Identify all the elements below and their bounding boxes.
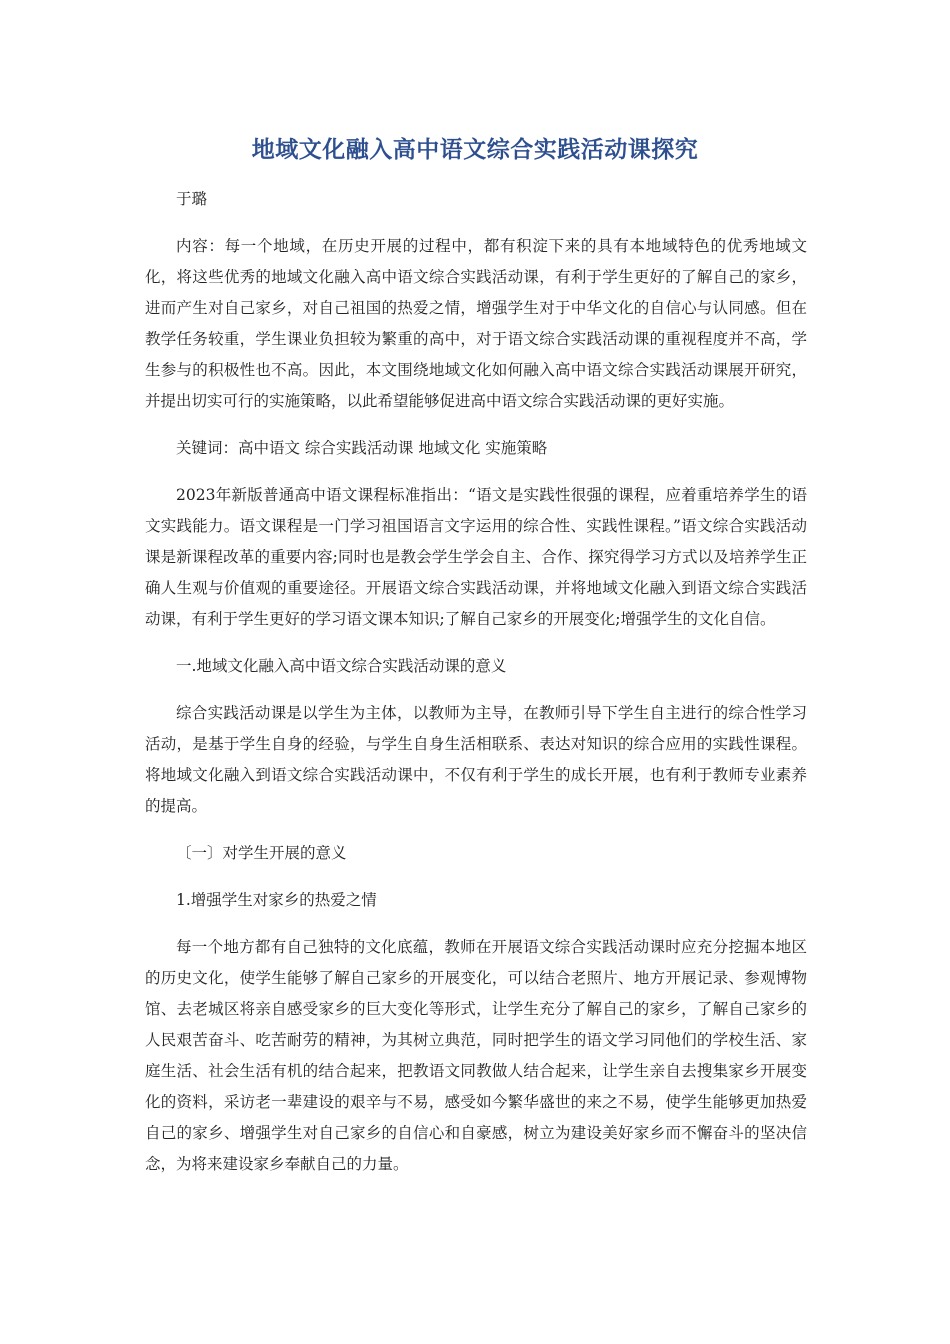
point-paragraph: 每一个地方都有自己独特的文化底蕴，教师在开展语文综合实践活动课时应充分挖掘本地区的历史文化，使学生能够了解自己家乡的开展变化，可以结合老照片、地方开展记录、参观博物馆、去老城区将亲自感受家乡的巨大变化等形式，让学生充分了解自己的家乡，了解自己家乡的人民艰苦奋斗、吃苦耐劳的精神，为其树立典范，同时把学生的语文学习同他们的学校生活、家庭生活、社会生活有机的结合起来，把教语文同教做人结合起来，让学生亲自去搜集家乡开展变化的资料，采访老一辈建设的艰辛与不易，感受如今繁华盛世的来之不易，使学生能够更加热爱自己的家乡、增强学生对自己家乡的自信心和自豪感，树立为建设美好家乡而不懈奋斗的坚决信念，为将来建设家乡奉献自己的力量。 bbox=[145, 938, 807, 1173]
page-title: 地域文化融入高中语文综合实践活动课探究 bbox=[251, 137, 699, 163]
author-name: 于璐 bbox=[176, 190, 208, 208]
section-heading: 一.地域文化融入高中语文综合实践活动课的意义 bbox=[176, 657, 507, 675]
abstract-paragraph: 内容：每一个地域，在历史开展的过程中，都有积淀下来的具有本地域特色的优秀地域文化，将这些优秀的地域文化融入高中语文综合实践活动课，有利于学生更好的了解自己的家乡，进而产生对自己家乡，对自己祖国的热爱之情，增强学生对于中华文化的自信心与认同感。但在教学任务较重，学生课业负担较为繁重的高中，对于语文综合实践活动课的重视程度并不高，学生参与的积极性也不高。因此，本文围绕地域文化如何融入高中语文综合实践活动课展开研究，并提出切实可行的实施策略，以此希望能够促进高中语文综合实践活动课的更好实施。 bbox=[145, 237, 807, 410]
point-heading: 1.增强学生对家乡的热爱之情 bbox=[176, 891, 377, 909]
intro-paragraph: 2023年新版普通高中语文课程标准指出：“语文是实践性很强的课程，应着重培养学生的语文实践能力。语文课程是一门学习祖国语言文字运用的综合性、实践性课程。”语文综合实践活动课是新课程改革的重要内容;同时也是教会学生学会自主、合作、探究得学习方式以及培养学生正确人生观与价值观的重要途径。开展语文综合实践活动课，并将地域文化融入到语文综合实践活动课，有利于学生更好的学习语文课本知识;了解自己家乡的开展变化;增强学生的文化自信。 bbox=[145, 486, 807, 628]
keywords-line: 关键词：高中语文 综合实践活动课 地域文化 实施策略 bbox=[176, 439, 548, 457]
document-body bbox=[145, 184, 807, 1196]
section-paragraph: 综合实践活动课是以学生为主体，以教师为主导，在教师引导下学生自主进行的综合性学习活动，是基于学生自身的经验，与学生自身生活相联系、表达对知识的综合应用的实践性课程。将地域文化融入到语文综合实践活动课中，不仅有利于学生的成长开展，也有利于教师专业素养的提高。 bbox=[145, 704, 807, 815]
subsection-heading: 〔一〕对学生开展的意义 bbox=[176, 844, 347, 862]
